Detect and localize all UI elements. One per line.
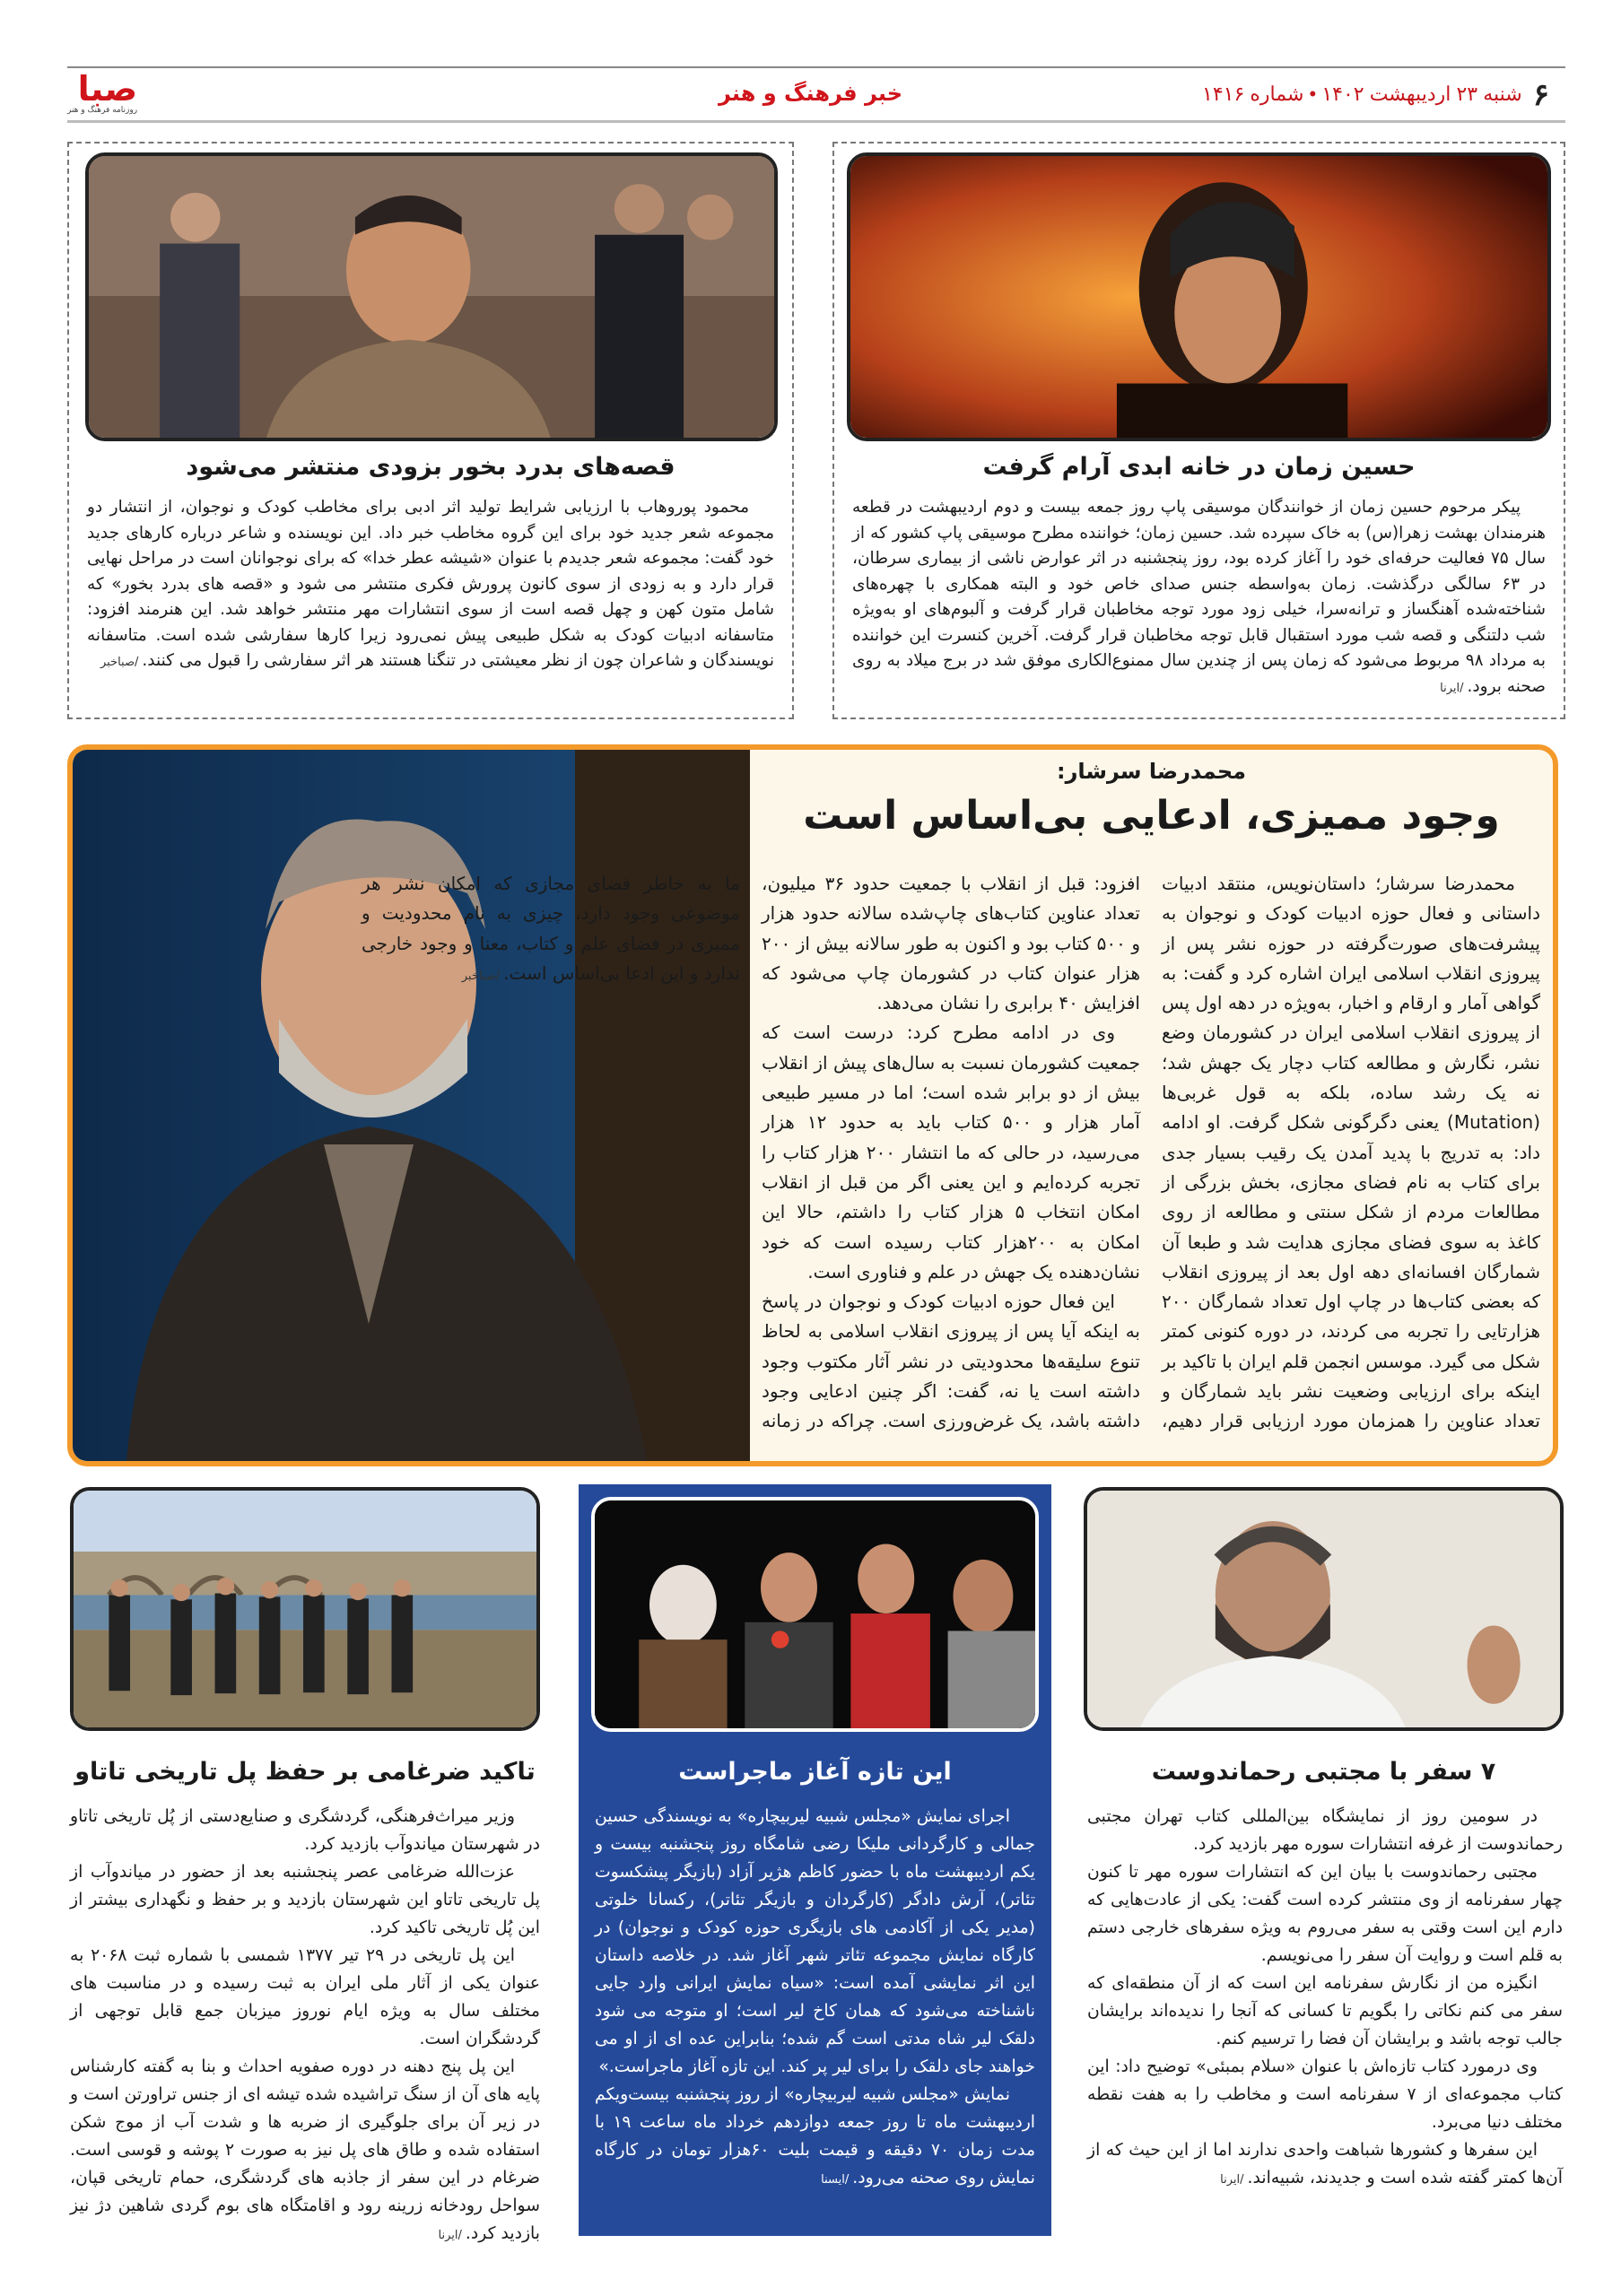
article-theatre — [579, 1484, 1051, 2236]
paragraph: اجرای نمایش «مجلس شبیه لیربیچاره» به نویسندگی حسین جمالی و کارگردانی ملیکا رضی شامگاه روز پنجشنبه بیست و یکم اردیبهشت ماه با حضور کاظم هژیر آزاد (بازیگر پیشکسوت تئاتر)، آرش دادگر (کارگردان و بازیگر تئاتر)، رکسانا خلوتی (مدیر یکی از آکادمی های بازیگری حوزه کودک و نوجوان) در کارگاه نمایش مجموعه تئاتر شهر آغاز شد. در خلاصه داستان این اثر نمایشی آمده است: «سیاه نمایش ایرانی وارد جایی ناشناخته می‌شود که همان کاخ لیر است؛ او متوجه می شود دلقک لیر شاه مدتی است گم شده؛ بنابراین عده ای از او می خواهند جای دلقک را برای لیر پر کند. این تازه آغاز ماجراست.» — [595, 1807, 1035, 2076]
header-bottom-rule — [67, 120, 1565, 123]
paragraph: در سومین روز از نمایشگاه بین‌المللی کتاب تهران مجتبی رحماندوست از غرفه انتشارات سوره مهر بازدید کرد. — [1087, 1807, 1563, 1854]
paragraph: مجتبی رحماندوست با بیان این که انتشارات سوره مهر تا کنون چهار سفرنامه از وی منتشر کرده است گفت: یکی از عادت‌هایی که دارم این است وقتی به سفر می‌روم به ویژه سفرهای خارجی دستم به قلم است و روایت آن سفر را می‌نویسم. — [1087, 1863, 1563, 1965]
news-source: /ایرنا — [1220, 2173, 1244, 2187]
section-title: خبر فرهنگ و هنر — [718, 81, 903, 106]
paragraph: این پل تاریخی در ۲۹ تیر ۱۳۷۷ شمسی با شماره ثبت ۲۰۶۸ به عنوان یکی از آثار ملی ایران به ثبت رسیده و در مناسبت های مختلف سال به ویژه ایام نوروز میزبان جمع قابل توجهی از گردشگران است. — [70, 1946, 540, 2048]
paragraph: وزیر میراث‌فرهنگی، گردشگری و صنایع‌دستی از پُل تاریخی تاتاو در شهرستان میاندوآب بازدید کرد. — [70, 1807, 540, 1854]
paragraph: پیکر مرحوم حسین زمان از خوانندگان موسیقی پاپ روز جمعه بیست و دوم اردیبهشت در قطعه هنرمندان بهشت زهرا(س) به خاک سپرده شد. حسین زمان؛ خواننده مطرح موسیقی پاپ کشور که از سال ۷۵ فعالیت حرفه‌ای خود را آغاز کرده بود، روز پنجشنبه در اثر عوارض ناشی از بیماری سرطان، در ۶۳ سالگی درگذشت. زمان به‌واسطه جنس صدای خاص خود و البته همکاری با چهره‌های شناخته‌شده آهنگساز و ترانه‌سرا، خیلی زود مورد توجه مخاطبان قرار گرفت و آلبوم‌های او به‌ویژه شب دلتنگی و قصه شب مورد استقبال قابل توجه مخاطبان قرار گرفت. آخرین کنسرت این خواننده به مرداد ۹۸ مربوط می‌شود که زمان پس از چندین سال ممنوع‌الکاری موفق شد در برج میلاد به روی صحنه برود. — [852, 498, 1546, 696]
feature-kicker: محمدرضا سرشار: — [1056, 759, 1247, 784]
article-title: تاکید ضرغامی بر حفظ پل تاریخی تاتاو — [74, 1758, 536, 1786]
article-body — [1087, 1803, 1563, 2194]
rahmandoust-photo — [1084, 1487, 1564, 1731]
bridge-photo — [70, 1487, 540, 1731]
news-source: /صباخبر — [461, 969, 501, 983]
paragraph: محمدرضا سرشار؛ داستان‌نویس، منتقد ادبیات داستانی و فعال حوزه ادبیات کودک و نوجوان به پیشرفت‌های صورت‌گرفته در حوزه نشر پس از پیروزی انقلاب اسلامی ایران اشاره کرد و گفت: به گواهی آمار و ارقام و اخبار، به‌ویژه در دهه اول پس از پیروزی انقلاب اسلامی ایران در کشورمان وضع نشر، نگارش و مطالعه کتاب دچار یک جهش شد؛ نه یک رشد ساده، بلکه به قول غربی‌ها (Mutation) یعنی دگرگونی شکل گرفت. او ادامه داد: به تدریج با پدید آمدن یک رقیب بسیار جدی برای کتاب به نام فضای مجازی، بخش بزرگی از مطالعات مردم از شکل سنتی و مطالعه از روی کاغذ به سوی فضای مجازی هدایت شد و طبعا آن شمارگان افسانه‌ای دهه اول بعد از پیروزی انقلاب که بعضی کتاب‌ها در چاپ اول تعداد شمارگان ۲۰۰ هزارتایی را تجربه می کردند، در دوره کنونی کمتر شکل می گیرد. موسس انجمن قلم ایران با تاکید بر اینکه برای ارزیابی وضعیت نشر باید شمارگان و تعداد عناوین را همزمان مورد ارزیابی قرار دهیم، افزود: قبل از انقلاب با جمعیت حدود ۳۶ میلیون، تعداد عناوین کتاب‌های چاپ‌شده سالانه حدود هزار و ۵۰۰ کتاب بود و اکنون به طور سالانه بیش از ۲۰۰ هزار عنوان کتاب در کشورمان چاپ می‌شود که افزایش ۴۰ برابری را نشان می‌دهد. — [762, 873, 1540, 1432]
article-qesse-ha — [67, 142, 794, 719]
paragraph: نمایش «مجلس شبیه لیربیچاره» از روز پنجشنبه بیست‌ویکم اردیبهشت ماه تا روز جمعه دوازدهم خرداد ماه ساعت ۱۹ با مدت زمان ۷۰ دقیقه و قیمت بلیت ۶۰هزار تومان در کارگاه نمایش روی صحنه می‌رود. — [595, 2085, 1036, 2187]
feature-body — [362, 869, 1540, 1461]
poet-photo — [85, 152, 778, 441]
paragraph: وی در ادامه مطرح کرد: درست است که جمعیت کشورمان نسبت به سال‌های پیش از انقلاب بیش از دو برابر شده است؛ اما در مسیر طبیعی آمار هزار و ۵۰۰ کتاب باید به حدود ۱۲ هزار می‌رسید، در حالی که ما انتشار ۲۰۰ هزار کتاب را تجربه کرده‌ایم و این یعنی اگر من قبل از انقلاب امکان انتخاب ۵ هزار کتاب را داشتم، حالا این امکان به ۲۰۰هزار کتاب رسیده است که خود نشان‌دهنده یک جهش در علم و فناوری است. — [762, 1022, 1140, 1283]
paragraph: این فعال حوزه ادبیات کودک و نوجوان در پاسخ به اینکه آیا پس از پیروزی انقلاب اسلامی به لحاظ تنوع سلیقه‌ها محدودیتی در نشر آثار مکتوب وجود داشته است یا نه، گفت: اگر چنین ادعایی وجود داشته باشد، یک غرض‌ورزی است. چراکه در زمانه ما به خاطر فضای مجازی که امکان نشر هر موضوعی وجود دارد، چیزی به نام محدودیت و ممیزی در فضای علم و کتاب، معنا و وجود خارجی ندارد و این ادعا بی‌اساس است. — [362, 873, 1140, 1432]
paragraph: وی درمورد کتاب تازه‌اش با عنوان «سلام بمبئی» توضیح داد: این کتاب مجموعه‌ای از ۷ سفرنامه است و مخاطب را به هفت نقطه مختلف دنیا می‌برد. — [1087, 2057, 1563, 2132]
feature-interview — [67, 744, 1558, 1466]
paragraph: این پل پنج دهنه در دوره صفویه احداث و بنا به گفته کارشناس پایه های آن از سنگ تراشیده شده تیشه ای از جنس تراورتن است و در زیر آن برای جلوگیری از ضربه ها و شدت آب از موج شکن استفاده شده و طاق های پل نیز به صورت ۲ پوشه و قوسی است. ضرغام در این سفر از جاذبه های گردشگری، حمام تاریخی قپان، سواحل رودخانه زرینه رود و اقامتگاه های بوم گردی شاهین دژ نیز بازدید کرد. — [70, 2057, 541, 2243]
article-title: حسین زمان در خانه ابدی آرام گرفت — [982, 453, 1416, 481]
page-number: ۶ — [1532, 78, 1549, 112]
paragraph: این سفرها و کشورها شباهت واحدی ندارند اما از این حیث که از آن‌ها کمتر گفته شده است و جدیدند، شبیه‌اند. — [1087, 2141, 1563, 2187]
article-title: این تازه آغاز ماجراست — [678, 1758, 952, 1786]
logo-tagline: روزنامه فرهنگ و هنر — [67, 106, 138, 115]
feature-title: وجود ممیزی، ادعایی بی‌اساس است — [803, 793, 1500, 839]
singer-photo — [847, 152, 1551, 441]
article-body — [595, 1803, 1035, 2194]
paragraph: محمود پوروهاب با ارزیابی شرایط تولید اثر ادبی برای مخاطب کودک و نوجوان، از انتشار دو مجموعه شعر جدید خود برای این گروه مخاطب خبر داد. این نویسنده و شاعر درباره کارهای جدید خود گفت: مجموعه شعر جدیدم با عنوان «شیشه عطر خدا» که برای نوجوانان است در مراحل نهایی قرار دارد و به زودی از سوی کانون پرورش فکری منتشر می شود و «قصه های بدرد بخور» که شامل متون کهن و چهل قصه است از سوی انتشارات مهر منتشر خواهد شد. این هنرمند افزود: متاسفانه ادبیات کودک به شکل طبیعی پیش نمی‌رود زیرا کارها سفارشی شده است. متاسفانه نویسندگان و شاعران چون از نظر معیشتی در تنگنا هستند هر اثر سفارشی را قبول می کنند. — [87, 498, 774, 670]
theatre-photo — [591, 1497, 1039, 1732]
article-hossein-zaman — [832, 142, 1565, 719]
paragraph: انگیزه من از نگارش سفرنامه این است که از آن منطقه‌ای که سفر می کنم نکاتی را بگویم تا کسانی که آنجا را ندیده‌اند برایشان جالب توجه باشد و برایشان آن فضا را ترسیم کنم. — [1087, 1974, 1563, 2048]
article-body — [87, 495, 774, 676]
header-top-rule — [67, 66, 1565, 68]
article-body — [70, 1803, 540, 2249]
news-source: /صباخبر — [100, 656, 139, 669]
news-source: /ایسنا — [821, 2173, 850, 2187]
news-source: /ایرنا — [1440, 681, 1464, 695]
date-issue: شنبه ۲۳ اردیبهشت ۱۴۰۲ • شماره ۱۴۱۶ — [1202, 82, 1522, 105]
sarshar-photo — [73, 750, 750, 1461]
article-title: قصه‌های بدرد بخور بزودی منتشر می‌شود — [186, 453, 675, 481]
article-title: ۷ سفر با مجتبی رحماندوست — [1151, 1758, 1496, 1786]
newspaper-logo — [67, 69, 138, 115]
paragraph: عزت‌الله ضرغامی عصر پنجشنبه بعد از حضور در میاندوآب از پل تاریخی تاتاو این شهرستان بازدید و بر حفظ و نگهداری بیشتر از این پُل تاریخی تاکید کرد. — [70, 1863, 540, 1937]
logo-text: صبا — [77, 69, 138, 109]
article-body — [852, 495, 1546, 701]
news-source: /ایرنا — [438, 2229, 462, 2242]
